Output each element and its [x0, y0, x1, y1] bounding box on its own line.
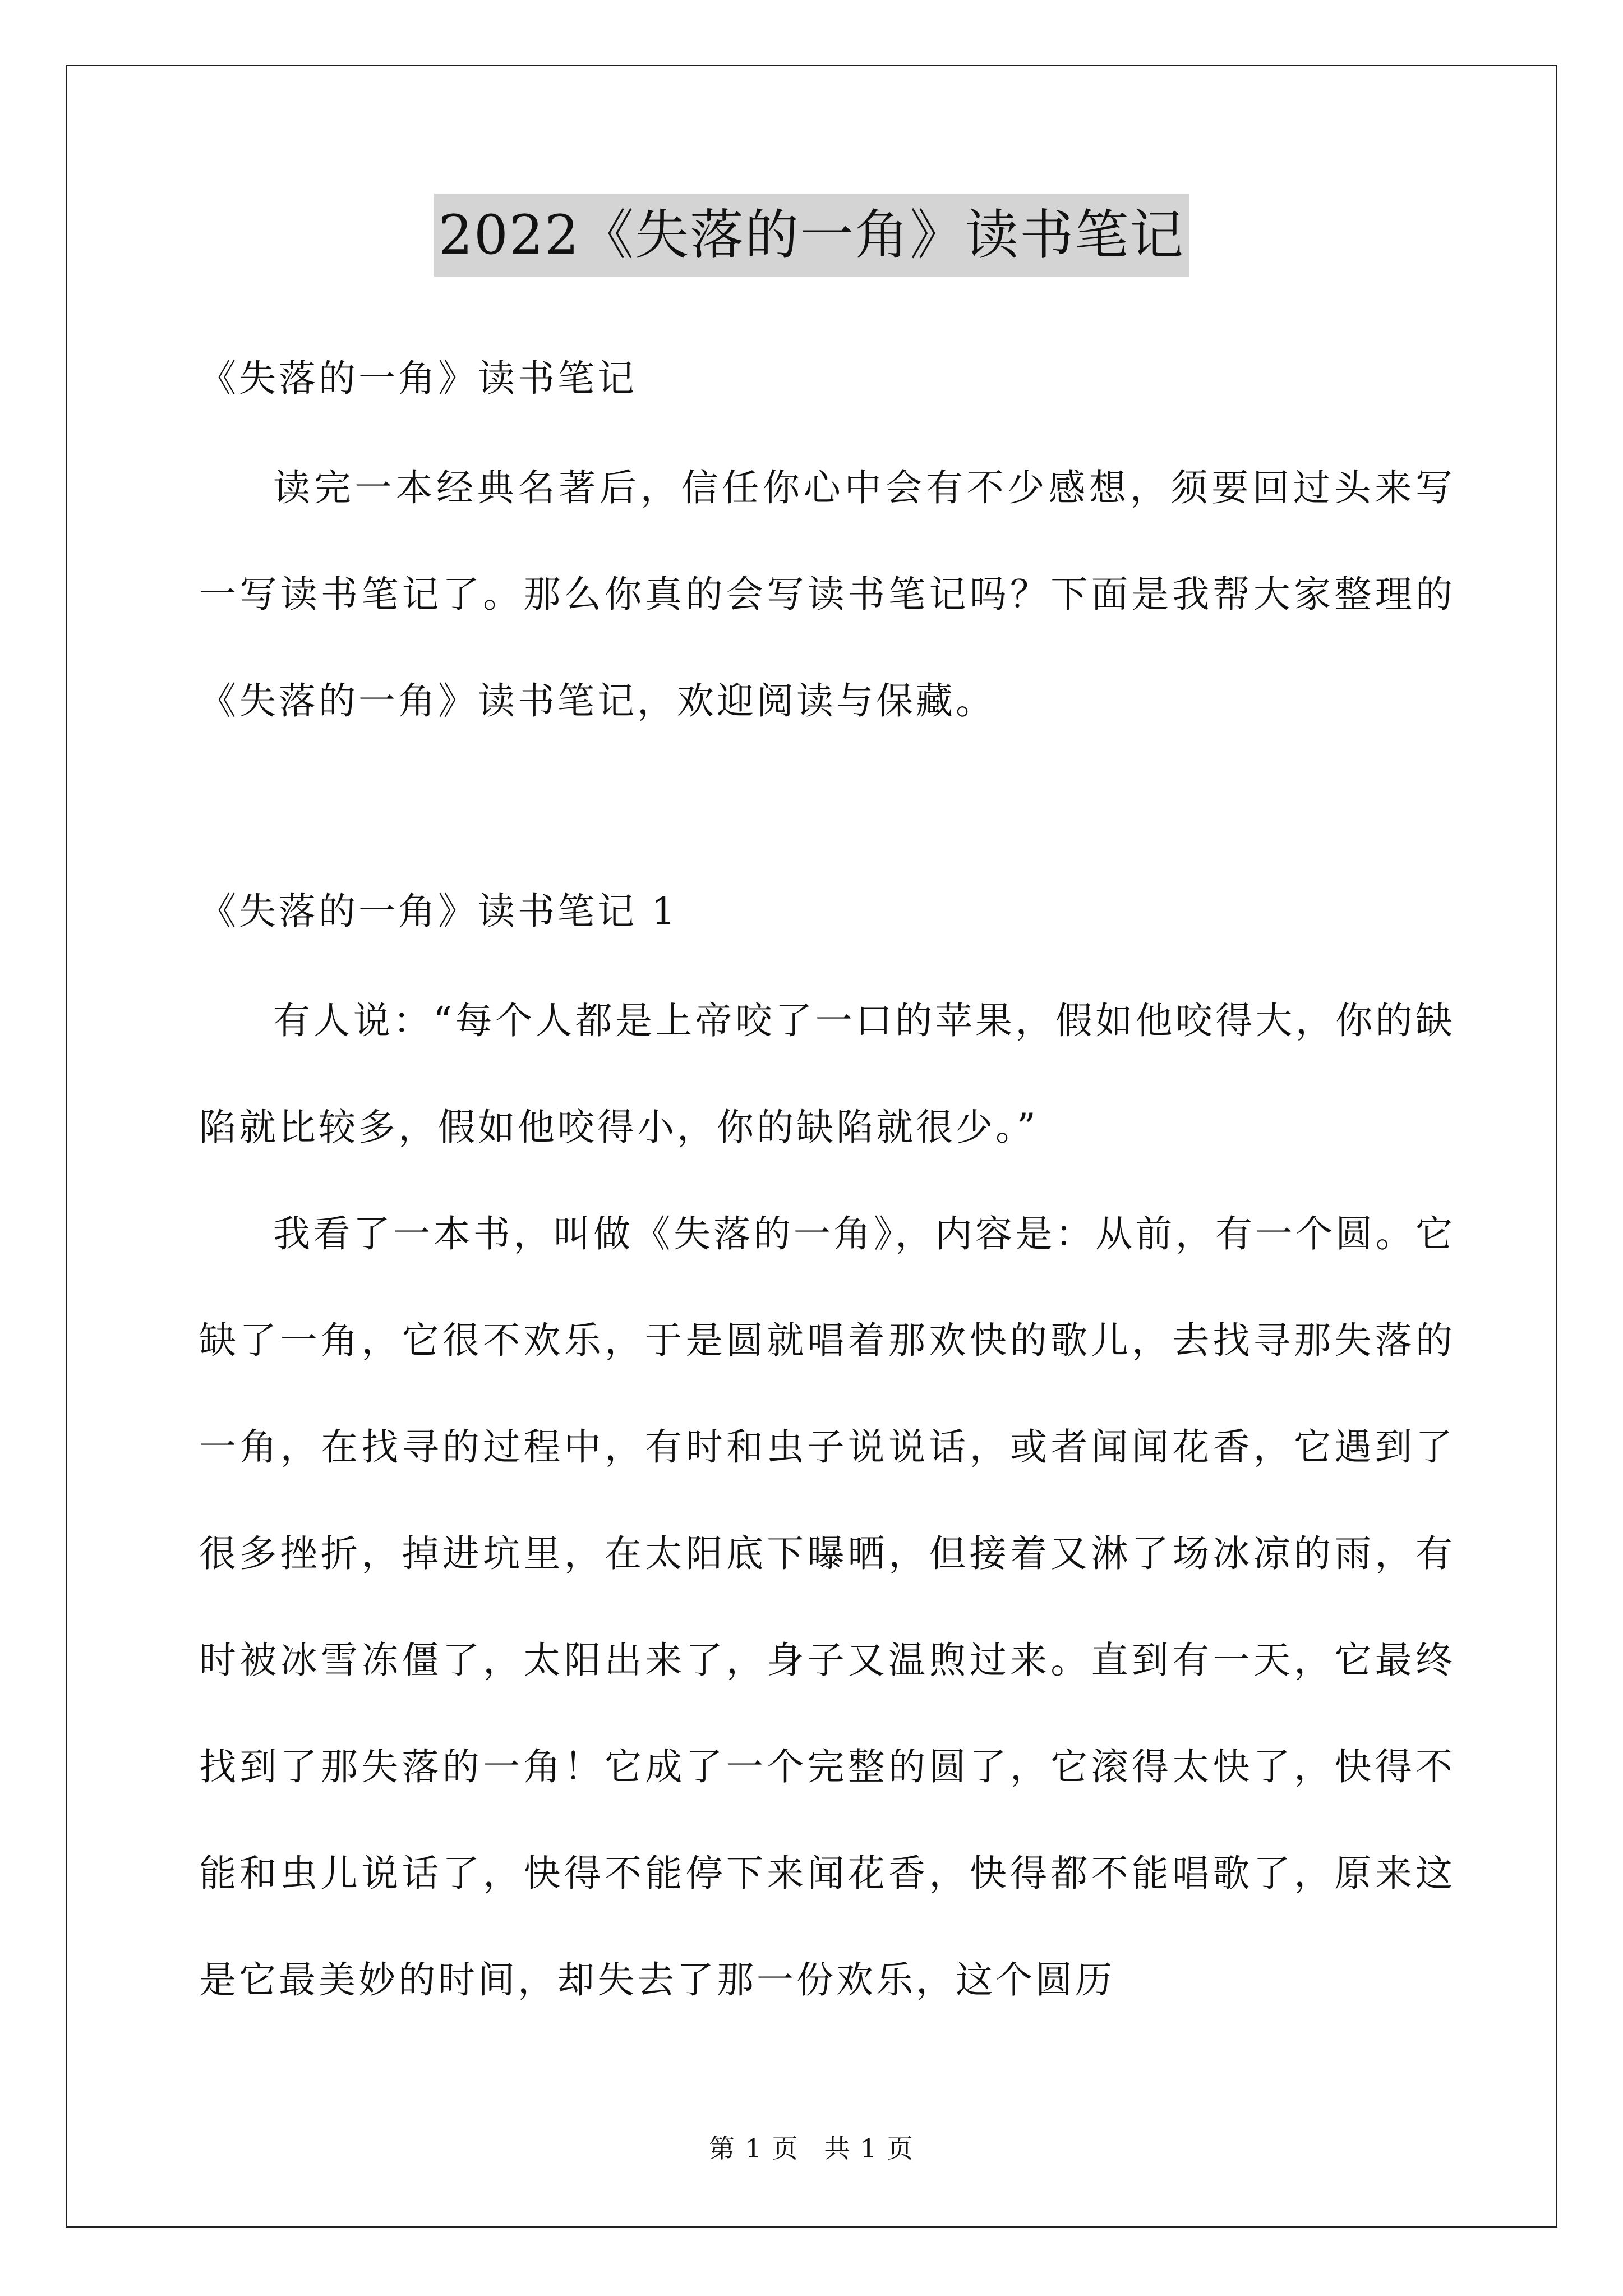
- page-number: 第 1 页: [709, 2133, 799, 2164]
- intro-heading: 《失落的一角》读书笔记: [199, 357, 637, 400]
- intro-paragraph-block: [199, 435, 1455, 754]
- page-total: 共 1 页: [824, 2133, 914, 2164]
- section1-paragraph: 有人说：“每个人都是上帝咬了一口的苹果，假如他咬得大，你的缺陷就比较多，假如他咬得小，你的缺陷就很少。”: [199, 999, 1455, 1149]
- page-footer: [0, 2132, 1623, 2165]
- section1-body: [199, 968, 1455, 2033]
- section1-paragraph: 我看了一本书，叫做《失落的一角》，内容是：从前，有一个圆。它缺了一角，它很不欢乐，于是圆就唱着那欢快的歌儿，去找寻那失落的一角，在找寻的过程中，有时和虫子说说话，或者闻闻花香，它遇到了很多挫折，掉进坑里，在太阳底下曝晒，但接着又淋了场冰凉的雨，有时被冰雪冻僵了，太阳出来了，身子又温煦过来。直到有一天，它最终找到了那失落的一角！它成了一个完整的圆了，它滚得太快了，快得不能和虫儿说话了，快得不能停下来闻花香，快得都不能唱歌了，原来这是它最美妙的时间，却失去了那一份欢乐，这个圆历: [199, 1212, 1455, 2001]
- document-title: 2022《失落的一角》读书笔记: [434, 194, 1189, 277]
- section1-heading: 《失落的一角》读书笔记 1: [199, 890, 678, 933]
- title-container: [0, 194, 1623, 277]
- intro-paragraph: 读完一本经典名著后，信任你心中会有不少感想，须要回过头来写一写读书笔记了。那么你真的会写读书笔记吗？下面是我帮大家整理的《失落的一角》读书笔记，欢迎阅读与保藏。: [199, 466, 1455, 723]
